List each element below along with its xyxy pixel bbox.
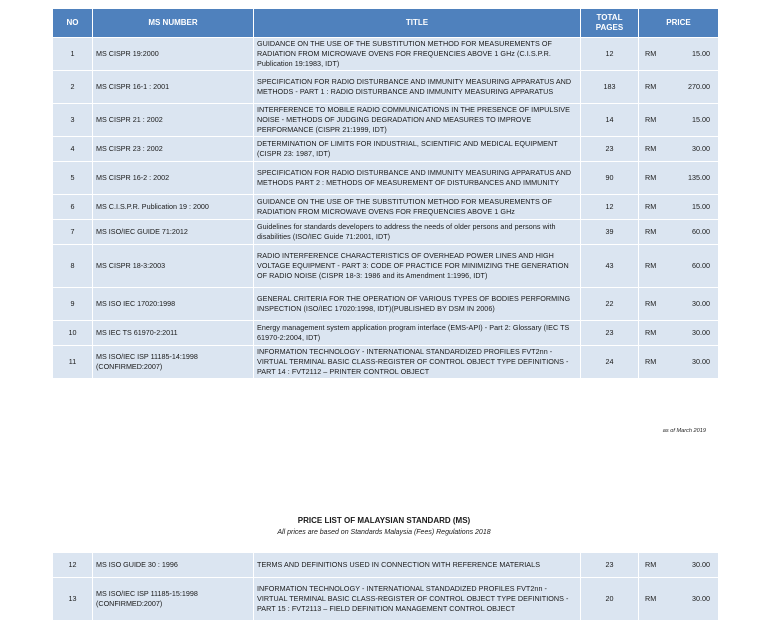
row-price-value: 30.00 <box>692 357 710 366</box>
row-no: 9 <box>53 288 93 321</box>
row-title: Guidelines for standards developers to address the needs of older persons and persons with disabilities (ISO/IEC Guide 71:2001, IDT) <box>254 220 581 245</box>
row-price-currency: RM <box>645 173 657 182</box>
row-price-value: 15.00 <box>692 49 710 58</box>
row-ms-number: MS CISPR 18-3:2003 <box>93 245 254 288</box>
row-price-currency: RM <box>645 227 657 236</box>
row-title: DETERMINATION OF LIMITS FOR INDUSTRIAL, SCIENTIFIC AND MEDICAL EQUIPMENT (CISPR 23: 1987, IDT) <box>254 137 581 162</box>
row-title: RADIO INTERFERENCE CHARACTERISTICS OF OVERHEAD POWER LINES AND HIGH VOLTAGE EQUIPMENT - PART 3: CODE OF PRACTICE FOR MINIMIZING THE GENERATION OF RADIO NOISE (CISPR 18-3: 1986 and its Amendment 1:1996, IDT) <box>254 245 581 288</box>
row-no: 11 <box>53 346 93 379</box>
row-ms-number: MS ISO GUIDE 30 : 1996 <box>93 553 254 578</box>
row-ms-number: MS ISO/IEC ISP 11185-14:1998 (CONFIRMED:2007) <box>93 346 254 379</box>
row-price-currency: RM <box>645 49 657 58</box>
row-title: INTERFERENCE TO MOBILE RADIO COMMUNICATIONS IN THE PRESENCE OF IMPULSIVE NOISE - METHODS OF JUDGING DEGRADATION AND MEASURES TO IMPROVE PERFORMANCE (CISPR 21:1999, IDT) <box>254 104 581 137</box>
row-title: SPECIFICATION FOR RADIO DISTURBANCE AND IMMUNITY MEASURING APPARATUS AND METHODS PART 2 : METHODS OF MEASUREMENT OF DISTURBANCES AND IMMUNITY <box>254 162 581 195</box>
row-ms-number: MS IEC TS 61970-2:2011 <box>93 321 254 346</box>
table-row <box>53 245 719 288</box>
row-total-pages: 12 <box>581 195 639 220</box>
row-price <box>639 104 719 137</box>
row-price-currency: RM <box>645 261 657 270</box>
price-table-1 <box>52 8 719 379</box>
row-price-currency: RM <box>645 594 657 603</box>
table-row <box>53 288 719 321</box>
row-price-currency: RM <box>645 560 657 569</box>
row-price <box>639 245 719 288</box>
row-price-value: 30.00 <box>692 144 710 153</box>
row-no: 3 <box>53 104 93 137</box>
row-total-pages: 183 <box>581 71 639 104</box>
row-price <box>639 137 719 162</box>
row-price-currency: RM <box>645 82 657 91</box>
row-ms-number: MS C.I.S.P.R. Publication 19 : 2000 <box>93 195 254 220</box>
row-price <box>639 71 719 104</box>
price-table-2 <box>52 552 719 621</box>
row-total-pages: 22 <box>581 288 639 321</box>
table-row <box>53 71 719 104</box>
header-total-pages: TOTAL PAGES <box>581 9 639 38</box>
table-row <box>53 346 719 379</box>
row-no: 1 <box>53 38 93 71</box>
table-row <box>53 137 719 162</box>
header-title: TITLE <box>254 9 581 38</box>
row-price-currency: RM <box>645 299 657 308</box>
row-price <box>639 321 719 346</box>
row-ms-number: MS CISPR 16-2 : 2002 <box>93 162 254 195</box>
row-title: GUIDANCE ON THE USE OF THE SUBSTITUTION METHOD FOR MEASUREMENTS OF RADIATION FROM MICROWAVE OVENS FOR FREQUENCIES ABOVE 1 GHz (C.I.S.P.R. Publication 19:1983, IDT) <box>254 38 581 71</box>
as-of-note: as of March 2019 <box>662 428 706 434</box>
row-price-currency: RM <box>645 328 657 337</box>
row-price-value: 30.00 <box>692 299 710 308</box>
table-header-row <box>53 9 719 38</box>
row-price-value: 30.00 <box>692 328 710 337</box>
table-row <box>53 162 719 195</box>
row-title: Energy management system application program interface (EMS-API) - Part 2: Glossary (IEC TS 61970-2:2004, IDT) <box>254 321 581 346</box>
row-price-currency: RM <box>645 115 657 124</box>
table-row <box>53 38 719 71</box>
row-total-pages: 23 <box>581 321 639 346</box>
row-total-pages: 20 <box>581 578 639 621</box>
row-no: 4 <box>53 137 93 162</box>
section-subtitle: All prices are based on Standards Malaysia (Fees) Regulations 2018 <box>277 529 491 536</box>
header-price: PRICE <box>639 9 719 38</box>
row-price <box>639 346 719 379</box>
header-no: NO <box>53 9 93 38</box>
row-price-value: 135.00 <box>688 173 710 182</box>
row-ms-number: MS CISPR 21 : 2002 <box>93 104 254 137</box>
row-ms-number: MS CISPR 23 : 2002 <box>93 137 254 162</box>
row-price <box>639 38 719 71</box>
row-price-value: 15.00 <box>692 202 710 211</box>
row-price <box>639 220 719 245</box>
row-price-value: 30.00 <box>692 560 710 569</box>
row-no: 6 <box>53 195 93 220</box>
row-price-currency: RM <box>645 357 657 366</box>
row-price-value: 60.00 <box>692 261 710 270</box>
section-title: PRICE LIST OF MALAYSIAN STANDARD (MS) <box>297 516 471 525</box>
row-no: 10 <box>53 321 93 346</box>
row-price-value: 30.00 <box>692 594 710 603</box>
row-price <box>639 162 719 195</box>
table-row <box>53 104 719 137</box>
row-total-pages: 43 <box>581 245 639 288</box>
row-ms-number: MS ISO/IEC ISP 11185-15:1998 (CONFIRMED:2007) <box>93 578 254 621</box>
row-price <box>639 195 719 220</box>
table-row <box>53 321 719 346</box>
row-price <box>639 288 719 321</box>
row-price <box>639 553 719 578</box>
row-total-pages: 12 <box>581 38 639 71</box>
row-total-pages: 24 <box>581 346 639 379</box>
row-ms-number: MS ISO IEC 17020:1998 <box>93 288 254 321</box>
row-no: 2 <box>53 71 93 104</box>
table-row <box>53 553 719 578</box>
row-total-pages: 23 <box>581 553 639 578</box>
row-price-value: 60.00 <box>692 227 710 236</box>
row-total-pages: 23 <box>581 137 639 162</box>
row-title: SPECIFICATION FOR RADIO DISTURBANCE AND IMMUNITY MEASURING APPARATUS AND METHODS - PART 1 : RADIO DISTURBANCE AND IMMUNITY MEASURING APPARATUS <box>254 71 581 104</box>
row-total-pages: 14 <box>581 104 639 137</box>
row-price-value: 270.00 <box>688 82 710 91</box>
row-ms-number: MS CISPR 19:2000 <box>93 38 254 71</box>
row-no: 8 <box>53 245 93 288</box>
row-total-pages: 39 <box>581 220 639 245</box>
row-no: 12 <box>53 553 93 578</box>
row-no: 13 <box>53 578 93 621</box>
row-no: 5 <box>53 162 93 195</box>
table-row <box>53 220 719 245</box>
row-total-pages: 90 <box>581 162 639 195</box>
row-title: GENERAL CRITERIA FOR THE OPERATION OF VARIOUS TYPES OF BODIES PERFORMING INSPECTION (ISO/IEC 17020:1998, IDT)(PUBLISHED BY DSM IN 2006) <box>254 288 581 321</box>
row-title: GUIDANCE ON THE USE OF THE SUBSTITUTION METHOD FOR MEASUREMENTS OF RADIATION FROM MICROWAVE OVENS FOR FREQUENCIES ABOVE 1 GHz <box>254 195 581 220</box>
row-price-value: 15.00 <box>692 115 710 124</box>
row-ms-number: MS ISO/IEC GUIDE 71:2012 <box>93 220 254 245</box>
header-ms-number: MS NUMBER <box>93 9 254 38</box>
row-title: INFORMATION TECHNOLOGY - INTERNATIONAL STANDARDIZED PROFILES FVT2nn - VIRTUAL TERMINAL BASIC CLASS-REGISTER OF CONTROL OBJECT TYPE DEFINITIONS - PART 14 : FVT2112 – PRINTER CONTROL OBJECT <box>254 346 581 379</box>
row-price-currency: RM <box>645 202 657 211</box>
row-price <box>639 578 719 621</box>
table-row <box>53 578 719 621</box>
row-ms-number: MS CISPR 16-1 : 2001 <box>93 71 254 104</box>
row-title: TERMS AND DEFINITIONS USED IN CONNECTION WITH REFERENCE MATERIALS <box>254 553 581 578</box>
row-title: INFORMATION TECHNOLOGY - INTERNATIONAL STANDADIZED PROFILES FVT2nn - VIRTUAL TERMINAL BASIC CLASS-REGISTER OF CONTROL OBJECT TYPE DEFINITIONS - PART 15 : FVT2113 – FIELD DEFINITION MANAGEMENT CONTROL OBJECT <box>254 578 581 621</box>
row-price-currency: RM <box>645 144 657 153</box>
row-no: 7 <box>53 220 93 245</box>
table-row <box>53 195 719 220</box>
